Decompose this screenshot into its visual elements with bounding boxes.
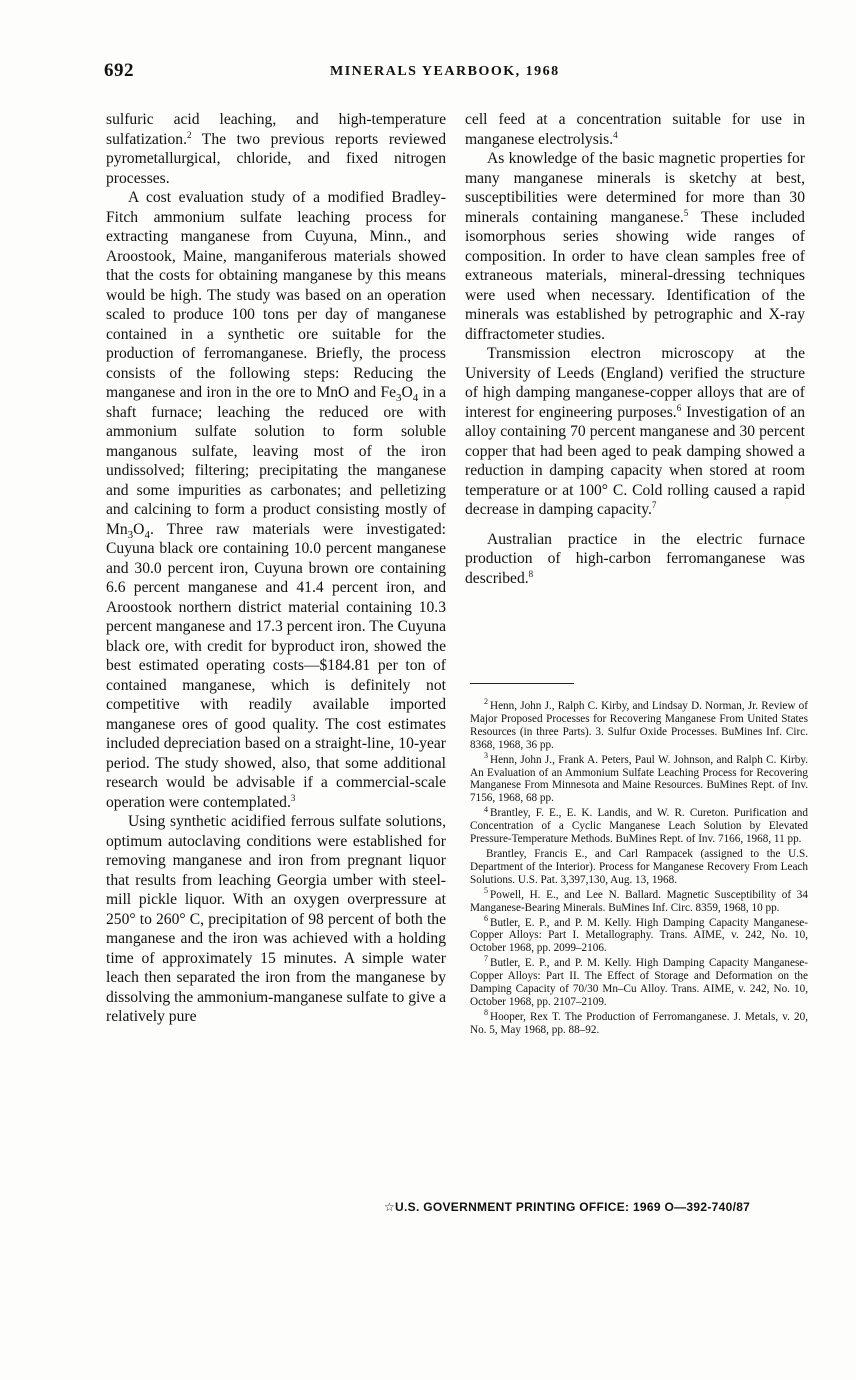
footnote: $^8$ Hooper, Rex T. The Production of Ferromanganese. J. Metals, v. 20, No. 5, May 1968, pp. 88–92. bbox=[470, 1008, 808, 1036]
paragraph-magnetic: As knowledge of the basic magnetic properties for many manganese minerals is sketchy at best, susceptibilities were determined for more than 30 minerals containing manganese.$^5$ These included isomorphous series showing wide ranges of composition. In order to have clean samples free of extraneous materials, mineral-dressing techniques were used when necessary. Identification of the minerals was established by petrographic and X-ray diffractometer studies. bbox=[465, 150, 805, 343]
footnote: $^2$ Henn, John J., Ralph C. Kirby, and Lindsay D. Norman, Jr. Review of Major Proposed Processes for Recovering Manganese From United States Resources (in three Parts). 3. Sulfur Oxide Processes. BuMines Inf. Circ. 8368, 1968, 36 pp. bbox=[470, 697, 808, 751]
footnote-ref[interactable]: 6 bbox=[676, 402, 682, 413]
left-column bbox=[106, 110, 446, 1027]
running-head: MINERALS YEARBOOK, 1968 bbox=[330, 64, 560, 79]
paragraph-australian: Australian practice in the electric furnace production of high-carbon ferromanganese was described.$^8$ bbox=[465, 530, 805, 587]
paragraph-continuation: cell feed at a concentration suitable for use in manganese electrolysis.$^4$ bbox=[465, 111, 805, 148]
footnote-ref[interactable]: 8 bbox=[528, 568, 534, 579]
footnote: $^4$ Brantley, F. E., E. K. Landis, and W. R. Cureton. Purification and Concentration of a Cyclic Manganese Leach Solution by Elevated Pressure-Temperature Methods. BuMines Rept. of Inv. 7166, 1968, 11 pp. bbox=[470, 804, 808, 846]
footnote-ref[interactable]: 4 bbox=[613, 129, 618, 140]
right-column bbox=[465, 110, 805, 588]
footnote: $^6$ Butler, E. P., and P. M. Kelly. High Damping Capacity Manganese-Copper Alloys: Part I. Metallography. Trans. AIME, v. 242, No. 10, October 1968, pp. 2099–2106. bbox=[470, 913, 808, 955]
paragraph-microscopy: Transmission electron microscopy at the University of Leeds (England) verified the structure of high damping manganese-copper alloys that are of interest for engineering purposes.$^6$ Investigation of an alloy containing 70 percent manganese and 30 percent copper that had been aged to peak damping showed a reduction in damping capacity when stored at room temperature or at 100° C. Cold rolling caused a rapid decrease in damping capacity.$^7$ bbox=[465, 345, 806, 518]
page-number: 692 bbox=[104, 60, 134, 81]
footnote-divider bbox=[470, 683, 574, 684]
footnote-ref[interactable]: 5 bbox=[683, 207, 689, 218]
paragraph-cost-evaluation: A cost evaluation study of a modified Bradley-Fitch ammonium sulfate leaching process for extracting manganese from Cuyuna, Minn., and Aroostook, Maine, manganiferous materials showed that the costs for obtaining manganese by this means would be high. The study was based on an operation scaled to produce 100 tons per day of manganese contained in a synthetic ore suitable for the production of ferromanganese. Briefly, the process consists of the following steps: Reducing the manganese and iron in the ore to MnO and $Fe_3O_4$ in a shaft furnace; leaching the reduced ore with ammonium sulfate solution to form soluble manganous sulfate, leaving most of the iron undissolved; filtering; precipitating the manganese and some impurities as carbonates; and pelletizing and calcining to form a product consisting mostly of $Mn_3O_4$. Three raw materials were investigated: Cuyuna black ore containing 10.0 percent manganese and 30.0 percent iron, Cuyuna brown ore containing 6.6 percent manganese and 41.4 percent iron, and Aroostook northern district material containing 10.3 percent manganese and 17.3 percent iron. The Cuyuna black ore, with credit for byproduct iron, showed the best estimated operating costs—$184.81 per ton of contained manganese, which is definitely not competitive with readily available imported manganese ores of good quality. The cost estimates included depreciation based on a straight-line, 10-year period. The study showed, also, that some additional research would be advisable if a commercial-scale operation were contemplated.$^3$ bbox=[106, 189, 446, 811]
footnote-ref[interactable]: 7 bbox=[651, 499, 657, 510]
footnote: $^3$ Henn, John J., Frank A. Peters, Paul W. Johnson, and Ralph C. Kirby. An Evaluation of an Ammonium Sulfate Leaching Process for Recovering Manganese From Minnesota and Maine Resources. BuMines Rept. of Inv. 7156, 1968, 68 pp. bbox=[470, 750, 808, 805]
footnote: $^5$ Powell, H. E., and Lee N. Ballard. Magnetic Susceptibility of 34 Manganese-Bearing Minerals. BuMines Inf. Circ. 8359, 1968, 10 pp. bbox=[470, 885, 808, 914]
chemical-formula: $Fe_3O_4$ bbox=[380, 384, 419, 405]
footnote: Brantley, Francis E., and Carl Rampacek (assigned to the U.S. Department of the Interior). Process for Manganese Recovery From Leach Solutions. U.S. Pat. 3,397,130, Aug. 13, 1968. bbox=[470, 847, 808, 886]
chemical-formula: $Mn_3O_4$ bbox=[106, 520, 150, 541]
paragraph-autoclaving: Using synthetic acidified ferrous sulfate solutions, optimum autoclaving conditions were established for removing manganese and iron from pregnant liquor that results from leaching Georgia umber with steel-mill pickle liquor. With an oxygen overpressure at 250° to 260° C, precipitation of 98 percent of both the manganese and the iron was achieved with a holding time of approximately 15 minutes. A simple water leach then separated the iron from the manganese by dissolving the ammonium-manganese sulfate to give a relatively pure bbox=[106, 813, 446, 1025]
footnotes bbox=[470, 697, 808, 1039]
footnote: $^7$ Butler, E. P., and P. M. Kelly. High Damping Capacity Manganese-Copper Alloys: Part II. The Effect of Storage and Deformation on the Damping Capacity of 70/30 Mn–Cu Alloy. Trans. AIME, v. 242, No. 10, October 1968, pp. 2107–2109. bbox=[470, 954, 808, 1008]
footnote-ref[interactable]: 2 bbox=[186, 129, 192, 140]
paragraph-continuation: sulfuric acid leaching, and high-temperature sulfatization.$^2$ The two previous reports reviewed pyrometallurgical, chloride, and fixed nitrogen processes. bbox=[106, 111, 446, 187]
footnote-ref[interactable]: 3 bbox=[290, 792, 296, 803]
printing-office-imprint: ☆U.S. GOVERNMENT PRINTING OFFICE: 1969 O—392-740/87 bbox=[384, 1200, 751, 1214]
